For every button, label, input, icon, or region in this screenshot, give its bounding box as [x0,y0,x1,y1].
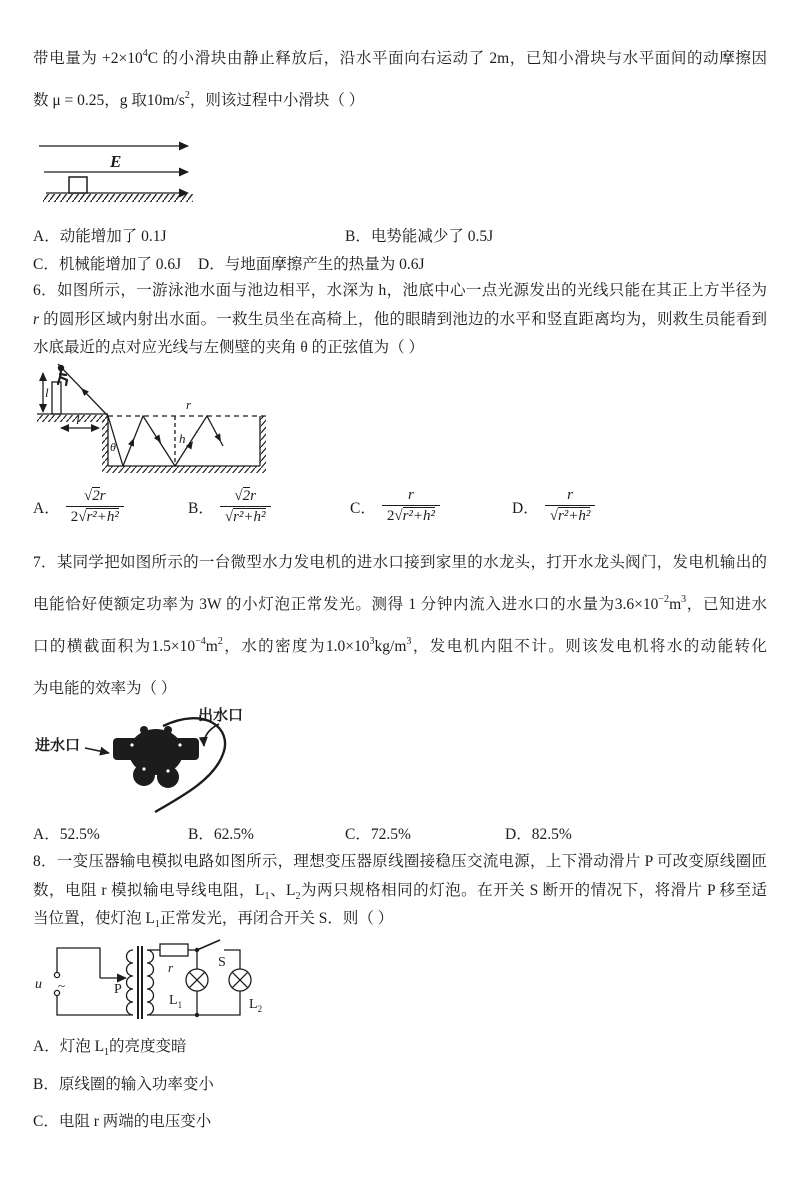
primary-coil [127,950,134,1015]
question-5-text [33,38,773,122]
lamp1-cross [189,972,205,988]
transformer-circuit-diagram [30,938,265,1033]
ground-hatching [43,194,193,202]
q7-line2: 电能恰好使额定功率为 3W 的小灯泡正常发光。测得 1 分钟内流入进水口的水量为$3.6\times 10^{-2}m^3$，已知进水 [33,593,767,613]
outlet-arrow [204,724,219,746]
q5-line1: 带电量为 $+2\times 10^4C$ 的小滑块由静止释放后，沿水平面向右运动了 2m，已知小滑块与水平面间的动摩擦因 [33,47,768,67]
question-8-text [33,848,773,934]
q6-line2: r 的圆形区域内射出水面。一救生员坐在高椅上，他的眼睛到池边的水平和竖直距离均为，则救生员能看到 [33,310,767,328]
bottom-hatching [108,466,260,473]
q7-option-b: B．62.5% [188,826,254,843]
q7-line1: 7．某同学把如图所示的一台微型水力发电机的进水口接到家里的水龙头，打开水龙头阀门，发电机输出的 [33,554,767,571]
q7-line3: 口的横截面积为$1.5\times 10^{-4}m^2$，水的密度为$1.0\times 10^3kg/m^3$，发电机内阻不计。则该发电机将水的动能转化 [33,635,767,655]
lifeguard-body [58,371,67,385]
source-terminal-top [54,972,59,977]
efield-diagram [38,136,203,208]
q8-option-b: B．原线圈的输入功率变小 [33,1075,214,1093]
q7-option-d: D．82.5% [505,826,572,843]
q6-option-c: C． r 2 √ r²+h² [350,487,440,526]
resistor-label: r [168,960,174,975]
radius-label: r [186,397,192,412]
q7-option-a: A．52.5% [33,826,100,843]
lamp2-cross [232,972,248,988]
question-7-text [33,542,773,710]
depth-label: h [179,431,186,446]
bottom-wire-right [197,991,240,1015]
q8-option-a: A．灯泡 $L_1$的亮度变暗 [33,1038,187,1059]
pump-body [113,726,199,788]
slider-label: P [114,982,122,997]
q6-option-d: D． r √ r²+h² [512,487,595,526]
switch-blade [197,940,220,950]
q5-option-a: A．动能增加了 0.1J [33,228,167,245]
right-wall-hatching [260,416,266,473]
q5-option-d: D．与地面摩擦产生的热量为 0.6J [198,256,425,273]
q6-option-a: A． √ 2 r 2 √ r²+h² [33,487,124,527]
charged-block [69,177,87,193]
inlet-arrow [85,748,109,753]
source-label: u [35,977,42,992]
theta-label: θ [110,440,116,454]
ac-symbol: ~ [58,978,66,993]
light-rays [123,416,223,466]
q5-line2: 数 μ = 0.25，g 取$10m/s^2$，则该过程中小滑块（ ） [33,89,365,109]
source-terminal-bottom [54,990,59,995]
question-6-text [33,277,773,363]
lamp2-label: $L_2$ [249,997,263,1014]
line-resistor [160,944,188,956]
primary-top-wire [57,948,100,978]
inlet-label: 进水口 [35,738,81,754]
q5-options-row1 [33,224,773,254]
outlet-label: 出水口 [198,708,244,724]
q8-line2: 数，电阻 r 模拟输电导线电阻，$L_1$、$L_2$为两只规格相同的灯泡。在开关 S 断开的情况下，将滑片 P 移至适 [33,881,768,902]
generator-diagram [33,700,263,815]
q6-line3: 水底最近的点对应光线与左侧壁的夹角 θ 的正弦值为（ ） [33,339,425,357]
q6-line1: 6．如图所示，一游泳池水面与池边相平，水深为 h，池底中心一点光源发出的光线只能在其正上方半径为 [33,282,767,299]
q8-options [33,1028,773,1141]
left-wall-hatching [102,416,108,473]
q8-line3: 当位置，使灯泡 $L_1$正常发光，再闭合开关 S．则（ ） [33,910,394,931]
wire-to-lamp2 [224,950,240,969]
q8-line1: 8．一变压器输电模拟电路如图所示，理想变压器原线圈接稳压交流电源，上下滑动滑片 P 可改变原线圈匝 [33,853,767,870]
pool-diagram [33,363,273,478]
primary-bottom-wire [57,996,133,1015]
q7-option-c: C．72.5% [345,826,411,843]
q5-option-c: C．机械能增加了 0.6J [33,256,182,273]
q5-option-b: B．电势能减少了 0.5J [345,228,494,245]
field-label: E [110,152,122,171]
deck-hatching [37,415,108,422]
q8-option-c: C．电阻 r 两端的电压变小 [33,1113,212,1130]
horizontal-distance-label: l [76,412,80,427]
q7-line4: 为电能的效率为（ ） [33,680,177,697]
vertical-distance-label: l [45,385,49,400]
switch-label: S [218,955,226,970]
lamp1-label: $L_1$ [169,993,183,1010]
q6-options [33,487,773,543]
q6-option-b: B． √ 2 r √ r²+h² [188,487,271,527]
secondary-coil [147,950,154,1015]
high-chair [52,382,61,414]
